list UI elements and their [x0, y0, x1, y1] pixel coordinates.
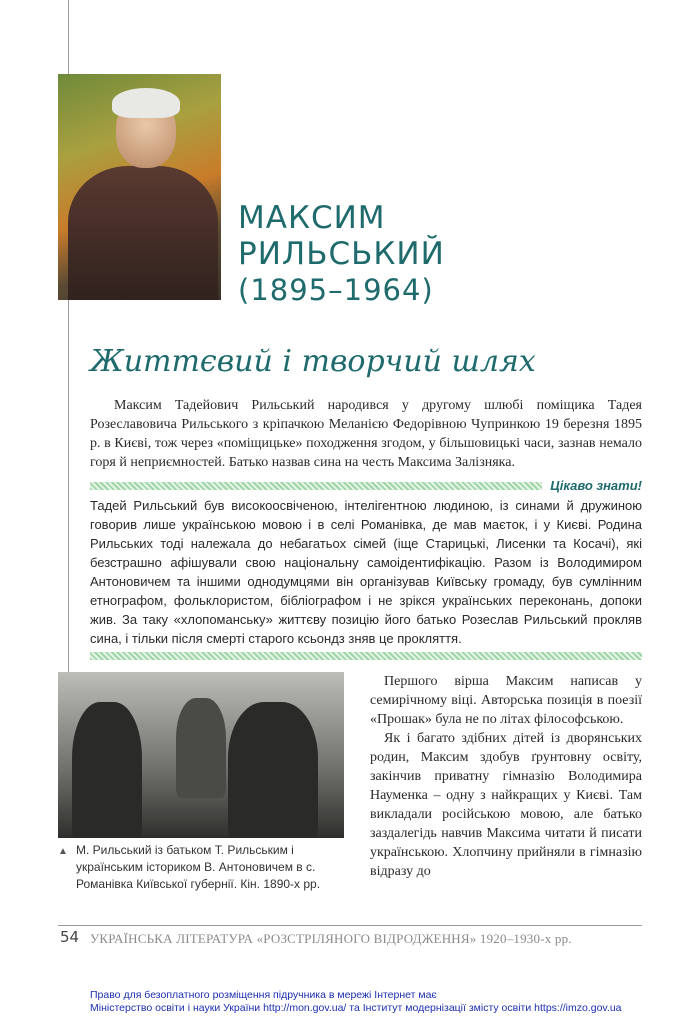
rights-notice: [90, 989, 622, 1015]
right-column: [370, 672, 642, 893]
photo-caption-text: М. Рильський із батьком Т. Рильським і українським істориком В. Антоновичем в с. Романівка Київської губернії. Кін. 1890-х рр.: [76, 843, 321, 891]
rights-line-2: Міністерство освіти і науки України http://mon.gov.ua/ та Інститут модернізації змісту освіти https://imzo.gov.ua: [90, 1002, 622, 1014]
page-number: 54: [60, 928, 80, 946]
historical-photo: [58, 672, 344, 838]
author-years: (1895–1964): [238, 273, 434, 307]
photo-block: [58, 672, 348, 893]
section-heading: Життєвий і творчий шлях: [90, 344, 536, 379]
author-first-name: МАКСИМ: [238, 200, 386, 236]
photo-caption: [58, 842, 348, 893]
paragraph-first-poem: Першого вірша Максим написав у семирічному віці. Авторська позиція в поезії «Прошак» була не по літах філософською.: [370, 674, 642, 727]
author-title: [238, 200, 445, 308]
paragraph-intro: Максим Тадейович Рильський народився у другому шлюбі поміщика Тадея Розеславовича Рильського з кріпачкою Меланією Федорівною Чупринкою 19 березня 1895 р. в Києві, тож через «поміщицьке» походження згодом, у більшовицькі часи, зазнав немало горя й неприємностей. Батько назвав сина на честь Максима Залізняка.: [90, 398, 642, 470]
author-portrait: [58, 74, 221, 300]
rights-line-1: Право для безоплатного розміщення підручника в мережі Інтернет має: [90, 989, 437, 1001]
triangle-icon: ▲: [58, 846, 68, 857]
did-you-know-label: Цікаво знати!: [550, 478, 642, 493]
box-top-divider: [90, 482, 542, 490]
paragraph-education: Як і багато здібних дітей із дворянських родин, Максим здобув ґрунтовну освіту, закінчив приватну гімназію Володимира Науменка – одну з найкращих у Києві. Там викладали російською мовою, але батько заздалегідь навчив Максима читати й писати українською. Хлопчину прийняли в гімназію відразу до: [370, 731, 642, 879]
did-you-know-text: Тадей Рильський був високоосвіченою, інтелігентною людиною, із синами й дружиною говорив лише українською мовою і в селі Романівка, де мав маєток, і у Києві. Родина Рильських тоді належала до небагатьох сімей (іще Старицькі, Лисенки та Косачі), які безстрашно афішували свою національну самоідентифікацію. Разом із Володимиром Антоновичем та іншими однодумцями він організував Київську громаду, був сумлінним етнографом, фольклористом, бібліографом і не зрікся українських переконань, допоки жив. За таку «хлопоманську» життєву позицію його батько Розеслав Рильський прокляв сина, і тільки після смерті старого ксьондз зняв це прокляття.: [90, 498, 642, 646]
did-you-know-header: [90, 478, 642, 494]
main-content: [58, 340, 642, 893]
photo-and-text-row: [58, 672, 642, 893]
author-last-name: РИЛЬСЬКИЙ: [238, 236, 445, 272]
box-bottom-divider: [90, 652, 642, 660]
book-title: УКРАЇНСЬКА ЛІТЕРАТУРА «РОЗСТРІЛЯНОГО ВІДРОДЖЕННЯ» 1920–1930-х рр.: [90, 931, 572, 946]
footer-divider: [58, 925, 642, 926]
